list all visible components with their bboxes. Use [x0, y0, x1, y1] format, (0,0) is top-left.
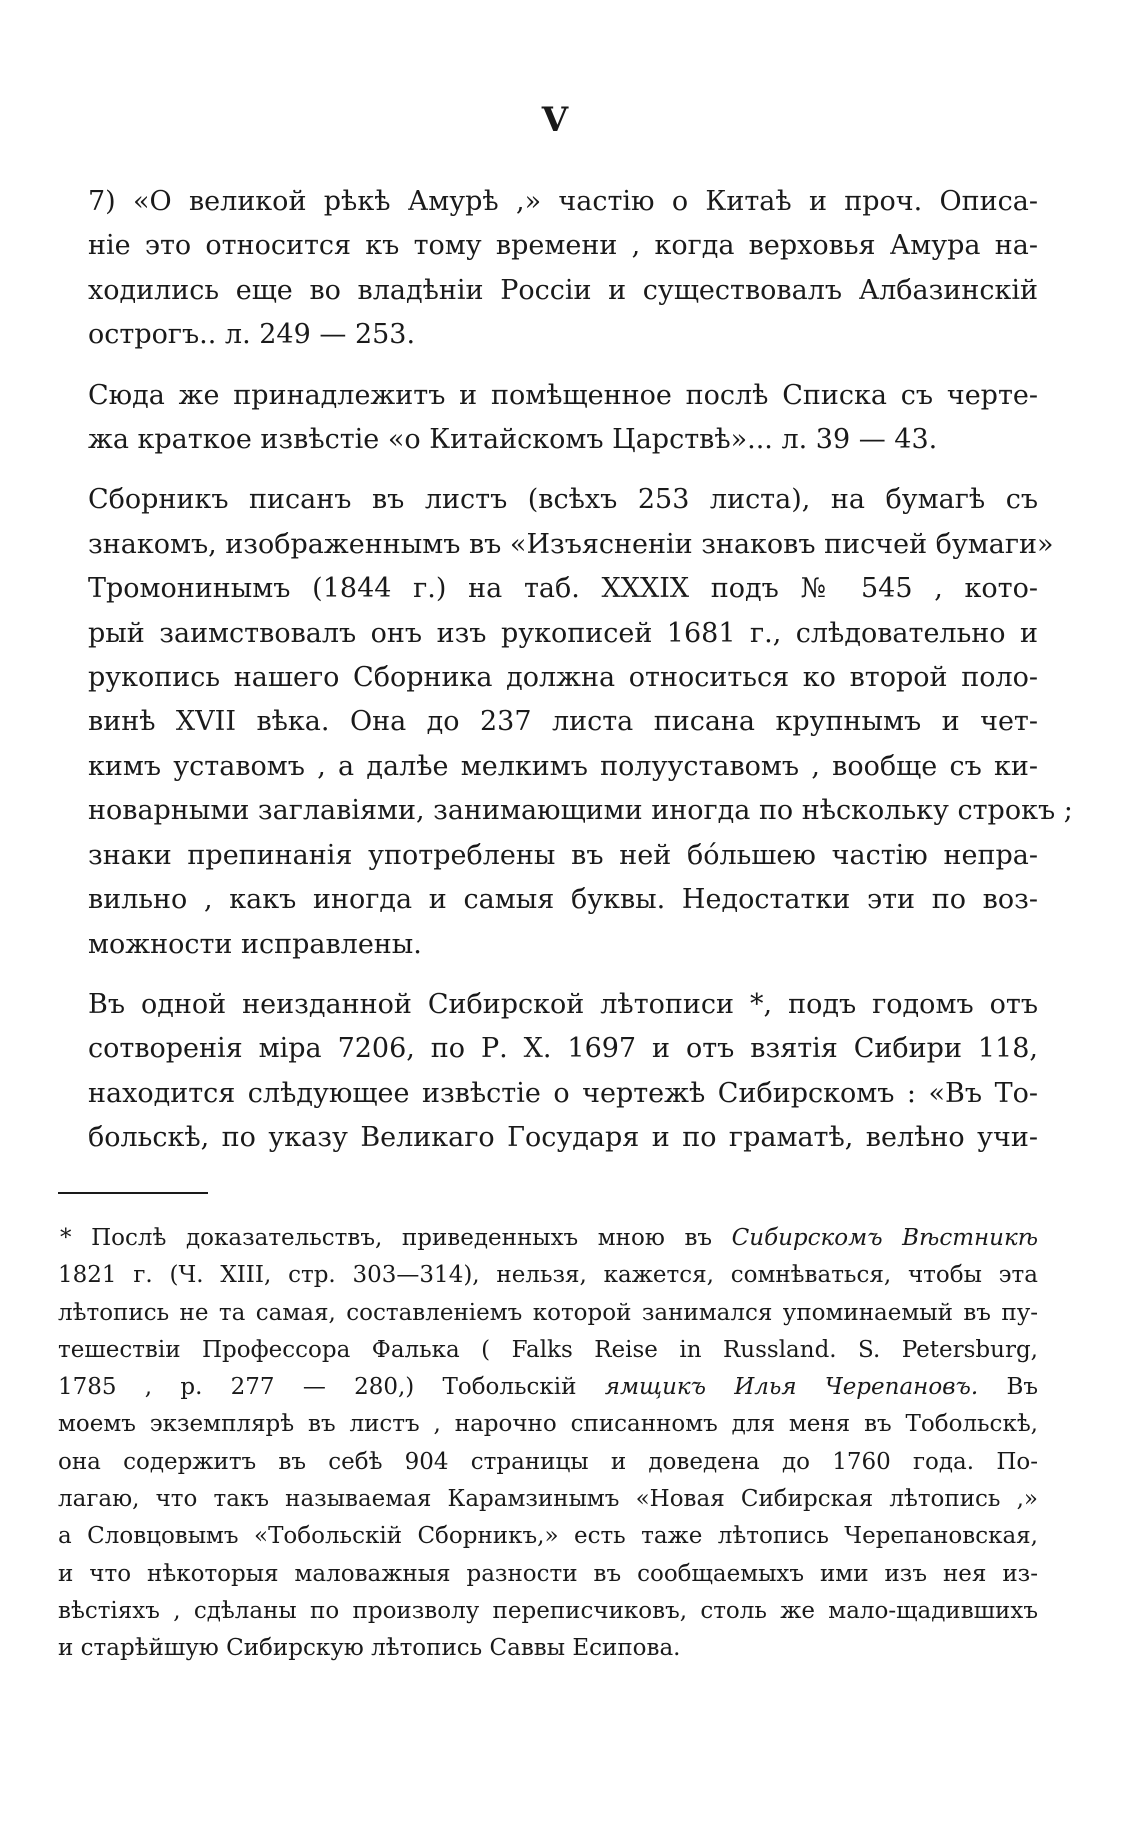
text-line: Тромонинымъ (1844 г.) на таб. XXXIX подъ № 545 , кото- [88, 573, 1038, 605]
footnote-line: а Словцовымъ «Тобольскій Сборникъ,» есть таже лѣтопись Черепановская, [58, 1523, 1038, 1550]
text-line: рый заимствовалъ онъ изъ рукописей 1681 г., слѣдовательно и [88, 617, 1038, 649]
text-line: вильно , какъ иногда и самыя буквы. Недостатки эти по воз- [88, 884, 1038, 916]
paragraph-siberian-chronicle [58, 983, 1038, 1161]
text-line: больскѣ, по указу Великаго Государя и по граматѣ, велѣно учи- [88, 1122, 1038, 1154]
footnote-line: тешествіи Профессора Фалька ( Falks Reise in Russland. S. Petersburg, [58, 1336, 1038, 1363]
paragraph-manuscript-description [58, 478, 1073, 966]
text-line: ніе это относится къ тому времени , когда верховья Амура на- [88, 230, 1038, 262]
footnote-line: вѣстіяхъ , сдѣланы по произволу переписчиковъ, столь же мало-щадившихъ [58, 1597, 1038, 1624]
footnote-line: и старѣйшую Сибирскую лѣтопись Саввы Есипова. [58, 1635, 681, 1662]
footnote-line [58, 1369, 1038, 1406]
footnote-text: 1785 , p. 277 — 280,) Тобольскій [58, 1374, 605, 1401]
text-line: знаки препинанія употреблены въ ней бóльшею частію непра- [88, 839, 1038, 871]
footnote-line [58, 1220, 1038, 1257]
footnote [58, 1220, 1038, 1668]
footnote-line: лѣтопись не та самая, составленіемъ которой занимался упоминаемый въ пу- [58, 1299, 1038, 1326]
page-number: V [541, 100, 569, 140]
footnote-marker: * [60, 1225, 72, 1251]
footnote-text: Послѣ доказательствъ, приведенныхъ мною въ [91, 1225, 732, 1251]
text-line: винѣ XVII вѣка. Она до 237 листа писана крупнымъ и чет- [88, 706, 1038, 738]
text-line: ходились еще во владѣніи Россіи и существовалъ Албазинскій [88, 274, 1038, 306]
footnote-text: Въ [978, 1374, 1038, 1401]
footnote-line: и что нѣкоторыя маловажныя разности въ сообщаемыхъ ими изъ нея из- [58, 1560, 1038, 1587]
footnote-person-name: ямщикъ Илья Черепановъ. [604, 1374, 979, 1401]
main-text [58, 180, 1073, 1177]
text-line: знакомъ, изображеннымъ въ «Изъясненіи знаковъ писчей бумаги» [88, 528, 1054, 560]
text-line: 7) «О великой рѣкѣ Амурѣ ,» частію о Китаѣ и проч. Описа- [88, 186, 1038, 217]
text-line: Въ одной неизданной Сибирской лѣтописи *, подъ годомъ отъ [88, 988, 1038, 1020]
text-line: сотворенія міра 7206, по Р. Х. 1697 и отъ взятія Сибири 118, [88, 1033, 1038, 1065]
paragraph-china-note [58, 374, 1038, 463]
footnote-journal-title: Сибирскомъ Вѣстникѣ [731, 1225, 1038, 1251]
text-line: новарными заглавіями, занимающими иногда по нѣскольку строкъ ; [88, 795, 1073, 827]
text-line: жа краткое извѣстіе «о Китайскомъ Царствѣ»... л. 39 — 43. [88, 424, 938, 456]
footnote-line: лагаю, что такъ называемая Карамзинымъ «Новая Сибирская лѣтопись ,» [58, 1486, 1038, 1513]
text-line: можности исправлены. [88, 928, 422, 960]
text-line: острогъ.. л. 249 — 253. [88, 319, 416, 351]
text-line: Сюда же принадлежитъ и помѣщенное послѣ Списка съ черте- [88, 379, 1038, 411]
text-line: кимъ уставомъ , а далѣе мелкимъ полууставомъ , вообще съ ки- [88, 750, 1038, 782]
text-line: Сборникъ писанъ въ листъ (всѣхъ 253 листа), на бумагѣ съ [88, 484, 1038, 516]
footnote-line: моемъ экземплярѣ въ листъ , нарочно списанномъ для меня въ Тобольскѣ, [58, 1411, 1038, 1438]
paragraph-river-amur [58, 180, 1038, 358]
footnote-line: она содержитъ въ себѣ 904 страницы и доведена до 1760 года. По- [58, 1448, 1038, 1475]
footnote-line: 1821 г. (Ч. XIII, стр. 303—314), нельзя, кажется, сомнѣваться, чтобы эта [58, 1262, 1038, 1289]
footnote-divider [58, 1192, 208, 1194]
text-line: рукопись нашего Сборника должна относиться ко второй поло- [88, 662, 1038, 694]
text-line: находится слѣдующее извѣстіе о чертежѣ Сибирскомъ : «Въ То- [88, 1077, 1038, 1109]
